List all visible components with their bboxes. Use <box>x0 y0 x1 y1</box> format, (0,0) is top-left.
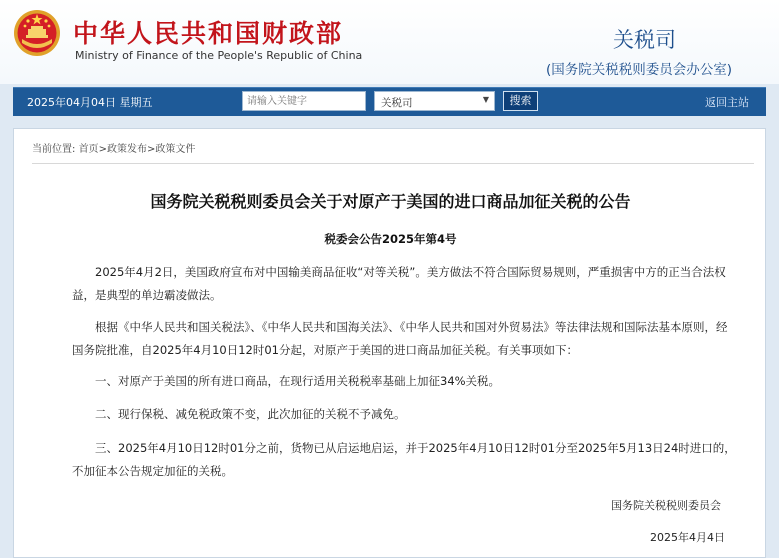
current-date: 2025年04月04日 星期五 <box>27 96 153 109</box>
breadcrumb-home[interactable]: 首页 <box>78 144 99 155</box>
article-sign-date: 2025年4月4日 <box>650 531 725 544</box>
breadcrumb-divider <box>32 163 754 164</box>
site-header <box>0 0 779 84</box>
triangle-down-icon: ▼ <box>482 95 489 104</box>
breadcrumb-prefix: 当前位置: <box>32 144 76 155</box>
department-select[interactable] <box>374 91 495 111</box>
article-paragraph: 根据《中华人民共和国关税法》、《中华人民共和国海关法》、《中华人民共和国对外贸易法》等法律法规和国际法基本原则，经国务院批准，自2025年4月10日12时01分起，对原产于美国的进口商品加征关税。有关事项如下： <box>72 320 728 357</box>
department-subtitle: (国务院关税税则委员会办公室) <box>546 62 733 78</box>
search-button[interactable]: 搜索 <box>503 91 538 111</box>
return-home-link[interactable]: 返回主站 <box>705 96 749 109</box>
breadcrumb <box>32 140 195 155</box>
article-paragraph: 二、现行保税、减免税政策不变，此次加征的关税不予减免。 <box>95 407 406 421</box>
breadcrumb-policy-documents[interactable]: 政策文件 <box>155 144 196 155</box>
ministry-name-cn: 中华人民共和国财政部 <box>73 19 344 48</box>
article-paragraph: 一、对原产于美国的所有进口商品，在现行适用关税税率基础上加征34%关税。 <box>95 374 501 388</box>
top-navbar <box>13 87 766 116</box>
national-emblem-icon <box>13 9 61 57</box>
article-paragraph: 2025年4月2日，美国政府宣布对中国输美商品征收“对等关税”。美方做法不符合国际贸易规则，严重损害中方的正当合法权益，是典型的单边霸凌做法。 <box>72 265 726 302</box>
ministry-name-en: Ministry of Finance of the People's Republic of China <box>75 49 363 62</box>
department-name: 关税司 <box>613 28 676 52</box>
article-paragraph: 三、2025年4月10日12时01分之前，货物已从启运地启运，并于2025年4月10日12时01分至2025年5月13日24时进口的，不加征本公告规定加征的关税。 <box>72 441 736 478</box>
search-input[interactable] <box>242 91 366 111</box>
article-signer: 国务院关税税则委员会 <box>611 499 721 512</box>
article-panel <box>13 128 766 558</box>
article-title: 国务院关税税则委员会关于对原产于美国的进口商品加征关税的公告 <box>150 192 631 211</box>
breadcrumb-policy-release[interactable]: 政策发布 <box>106 144 147 155</box>
breadcrumb-separator: > <box>98 144 107 155</box>
breadcrumb-separator: > <box>146 144 156 155</box>
department-select-value: 关税司 <box>381 97 413 109</box>
document-number: 税委会公告2025年第4号 <box>324 232 457 246</box>
